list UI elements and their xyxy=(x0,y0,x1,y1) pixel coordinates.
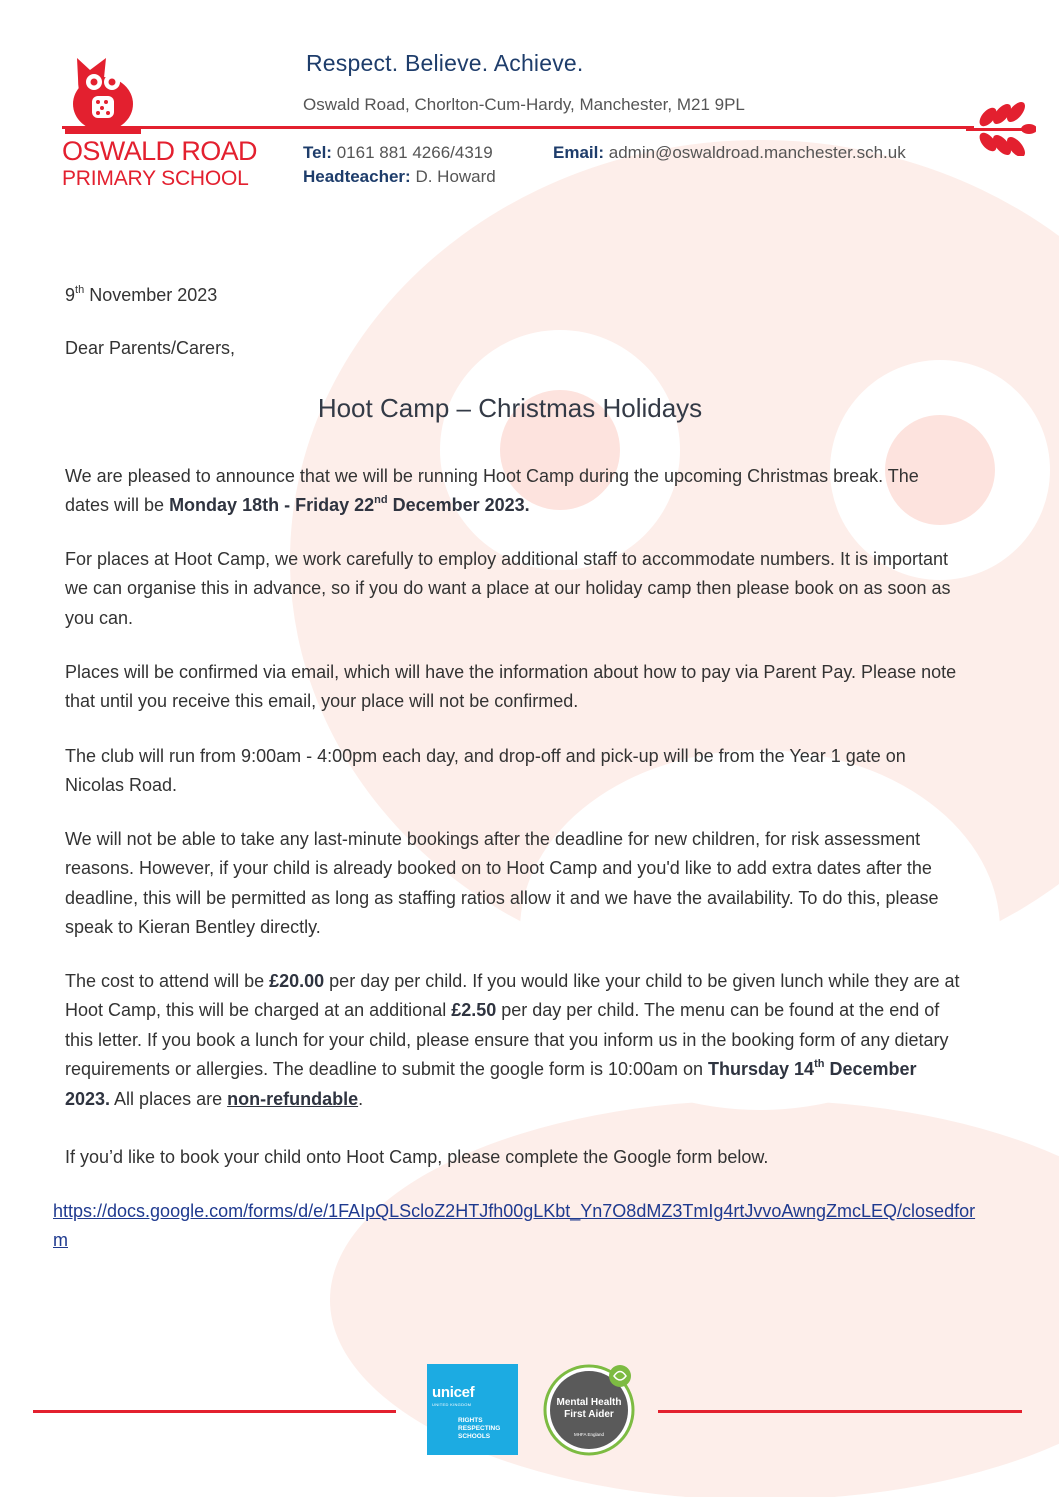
letter-title: Hoot Camp – Christmas Holidays xyxy=(317,393,703,423)
p6-text-d: All places are xyxy=(110,1088,228,1109)
leaf-icon xyxy=(966,100,1036,156)
p1-sup: nd xyxy=(374,494,388,507)
unicef-rrs-badge xyxy=(427,1364,518,1455)
p1-text: We are pleased to announce that we will be running Hoot Camp during the upcoming Christmas break. The dates will be xyxy=(65,466,919,516)
tel-label: Tel: xyxy=(303,143,332,162)
head-label: Headteacher: xyxy=(303,167,411,186)
p6-text-b: per day per child. If you would like your child to be given lunch while they are at Hoot Camp, this will be charged at an additional xyxy=(65,971,960,1021)
paragraph-booking: If you’d like to book your child onto Hoot Camp, please complete the Google form below. xyxy=(65,1147,769,1167)
date-suffix: th xyxy=(75,284,85,296)
school-name xyxy=(62,138,257,189)
paragraph-dates xyxy=(65,462,965,521)
deadline-day: Thursday 14 xyxy=(708,1059,815,1080)
price-per-day: £20.00 xyxy=(269,971,325,991)
deadline-month: December 2023. xyxy=(65,1059,917,1109)
non-refundable: non-refundable xyxy=(227,1088,359,1109)
p1-dates: Monday 18th - Friday 22 xyxy=(169,495,375,516)
headteacher xyxy=(303,167,496,187)
unicef-line1: RIGHTS xyxy=(458,1417,483,1424)
email-value[interactable]: admin@oswaldroad.manchester.sch.uk xyxy=(608,143,906,162)
letter-date xyxy=(65,284,217,306)
date-day: 9 xyxy=(65,285,76,305)
mhfa-subtitle: MHFA England xyxy=(573,1432,605,1437)
tel-value: 0161 881 4266/4319 xyxy=(336,143,493,162)
p6-text-c: per day per child. The menu can be found at the end of this letter. If you book a lunch for your child, please ensure that you inform us in the booking form of any dietary requirements or allergies. The deadline to submit the google form is 10:00am on xyxy=(65,1000,949,1080)
telephone xyxy=(303,143,493,163)
unicef-rrs-text xyxy=(458,1417,513,1441)
school-motto: Respect. Believe. Achieve. xyxy=(306,50,584,76)
unicef-country: UNITED KINGDOM xyxy=(432,1402,472,1407)
p1-month: December 2023. xyxy=(387,495,530,516)
p6-text-e: . xyxy=(358,1088,364,1109)
school-name-line2: PRIMARY SCHOOL xyxy=(62,167,249,190)
unicef-line2: RESPECTING xyxy=(458,1425,501,1432)
email-label: Email: xyxy=(553,143,605,162)
email xyxy=(553,143,906,163)
paragraph-late-bookings: We will not be able to take any last-minute bookings after the deadline for new children, for risk assessment reasons. However, if your child is already booked on to Hoot Camp and you'd like to add extra dates after the deadline, this will be permitted as long as staffing ratios allow it and we have the availability. To do this, please speak to Kieran Bentley directly. xyxy=(65,829,939,938)
footer-line-right xyxy=(658,1410,1022,1413)
school-name-line1: OSWALD ROAD xyxy=(62,136,257,166)
paragraph-cost xyxy=(65,967,965,1114)
google-form-link[interactable]: https://docs.google.com/forms/d/e/1FAIpQLScloZ2HTJfh00gLKbt_Yn7O8dMZ3TmIg4rtJvvoAwngZmcLEQ/closedform xyxy=(53,1201,976,1251)
paragraph-confirmation: Places will be confirmed via email, which will have the information about how to pay via Parent Pay. Please note that until you receive this email, your place will not be confirmed. xyxy=(65,662,957,712)
date-rest: November 2023 xyxy=(89,285,218,305)
head-value: D. Howard xyxy=(415,167,496,186)
unicef-name: unicef xyxy=(432,1384,475,1401)
salutation: Dear Parents/Carers, xyxy=(65,338,236,358)
paragraph-places: For places at Hoot Camp, we work carefully to employ additional staff to accommodate numbers. It is important we can organise this in advance, so if you do want a place at our holiday camp then please book on as soon as you can. xyxy=(65,549,951,628)
school-address: Oswald Road, Chorlton-Cum-Hardy, Manchester, M21 9PL xyxy=(303,95,745,114)
paragraph-times: The club will run from 9:00am - 4:00pm each day, and drop-off and pick-up will be from the Year 1 gate on Nicolas Road. xyxy=(65,746,906,796)
unicef-line3: SCHOOLS xyxy=(458,1433,491,1440)
lunch-price: £2.50 xyxy=(451,1000,497,1021)
deadline-sup: th xyxy=(814,1058,825,1071)
footer-line-left xyxy=(33,1410,396,1413)
mhfa-line1: Mental Health xyxy=(556,1397,622,1408)
p6-text-a: The cost to attend will be xyxy=(65,971,270,991)
mhfa-line2: First Aider xyxy=(564,1409,614,1420)
mhfa-title xyxy=(548,1397,630,1421)
header-divider xyxy=(62,126,974,129)
